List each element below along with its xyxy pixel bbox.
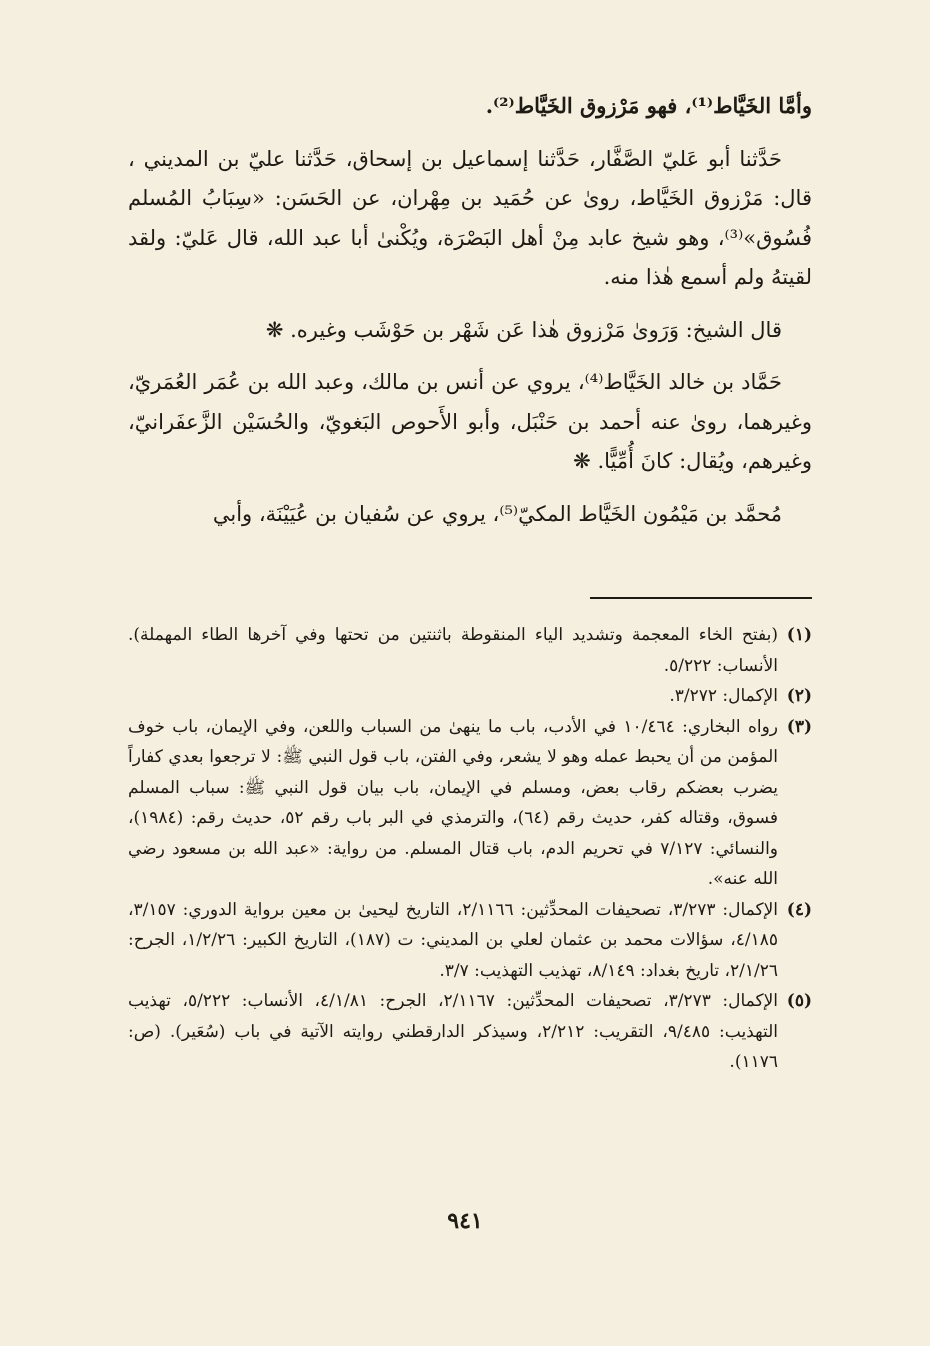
footnote-number: (٢) <box>786 686 812 706</box>
paragraph-marzuq-isnad: حَدَّثنا أبو عَليّ الصَّفَّار، حَدَّثنا إسماعيل بن إسحاق، حَدَّثنا عليّ بن المديني ، قال: مَرْزوق الخَيَّاط، روىٰ عن حُمَيد بن مِهْران، عن الحَسَن: «سِبَابُ المُسلم فُسُوق»⁽³⁾، وهو شيخ عابد مِنْ أهل البَصْرَة، ويُكْنىٰ أبا عبد الله، قال عَليّ: ولقد لقيتهُ ولم أسمع هٰذا منه. <box>128 146 812 289</box>
footnote-text: الإكمال: ٣/٢٧٣، تصحيفات المحدِّثين: ٢/١١٦٧، الجرح: ٤/١/٨١، الأنساب: ٥/٢٢٢، تهذيب التهذيب: ٩/٤٨٥، التقريب: ٢/٢١٢، وسيذكر الدارقطني روايته الآتية في باب (سُعَير). (ص: ١١٧٦). <box>128 991 778 1072</box>
footnote-text: (بفتح الخاء المعجمة وتشديد الياء المنقوطة باثنتين من تحتها وفي آخرها الطاء المهملة). الأنساب: ٥/٢٢٢. <box>128 625 778 676</box>
footnote-5 <box>128 986 812 1078</box>
paragraph-shaykh-note: قال الشيخ: وَرَوىٰ مَرْزوق هٰذا عَن شَهْر بن حَوْشَب وغيره. ❋ <box>265 317 782 342</box>
footnote-3 <box>128 712 812 895</box>
footnote-text: رواه البخاري: ١٠/٤٦٤ في الأدب، باب ما ينهىٰ من السباب واللعن، وفي الإيمان، باب خوف المؤمن من أن يحبط عمله وهو لا يشعر، وفي الفتن، باب قول النبي ﷺ: لا ترجعوا بعدي كفاراً يضرب بعضكم رقاب بعض، ومسلم في الإيمان، باب بيان قول النبي ﷺ: سباب المسلم فسوق، وقتاله كفر، حديث رقم (٦٤)، والترمذي في البر باب رقم ٥٢، حديث رقم: (١٩٨٤)، والنسائي: ٧/١٢٧ في تحريم الدم، باب قتال المسلم. من رواية: «عبد الله بن مسعود رضي الله عنه». <box>128 716 779 889</box>
paragraph-muhammad-ibn-maymun: مُحمَّد بن مَيْمُون الخَيَّاط المكيّ⁽⁵⁾، يروي عن سُفيان بن عُيَيْنَة، وأبي <box>212 501 782 526</box>
footnote-separator <box>590 597 812 599</box>
footnote-4 <box>128 895 812 987</box>
footnote-number: (٣) <box>786 716 812 737</box>
paragraph-khayyat-intro: وأمَّا الخَيَّاط⁽¹⁾، فهو مَرْزوق الخَيَّاط⁽²⁾. <box>485 93 812 118</box>
footnote-2 <box>128 681 812 712</box>
page-number: ٩٤١ <box>447 1208 483 1234</box>
paragraph-hammad-ibn-khalid: حَمَّاد بن خالد الخَيَّاط⁽⁴⁾، يروي عن أنس بن مالك، وعبد الله بن عُمَر العُمَريّ، وغيرهما، روىٰ عنه أحمد بن حَنْبَل، وأبو الأَحوص البَغويّ، والحُسَيْن الزَّعفَرانيّ، وغيرهم، ويُقال: كانَ أُمِّيًّا. ❋ <box>128 370 812 473</box>
footnote-text: الإكمال: ٣/٢٧٢. <box>669 686 778 706</box>
footnote-number: (٥) <box>786 991 812 1011</box>
footnote-number: (٤) <box>786 899 812 920</box>
main-text <box>128 86 812 534</box>
footnote-text: الإكمال: ٣/٢٧٣، تصحيفات المحدِّثين: ٢/١١٦٦، التاريخ ليحيىٰ بن معين برواية الدوري: ٣/١٥٧، ٤/١٨٥، سؤالات محمد بن عثمان لعلي بن المديني: ت (١٨٧)، التاريخ الكبير: ١/٢/٢٦، الجرح: ٢/١/٢٦، تاريخ بغداد: ٨/١٤٩، تهذيب التهذيب: ٣/٧. <box>128 899 778 981</box>
footnote-1 <box>128 620 812 681</box>
footnotes <box>128 620 812 1078</box>
footnote-number: (١) <box>786 625 812 645</box>
